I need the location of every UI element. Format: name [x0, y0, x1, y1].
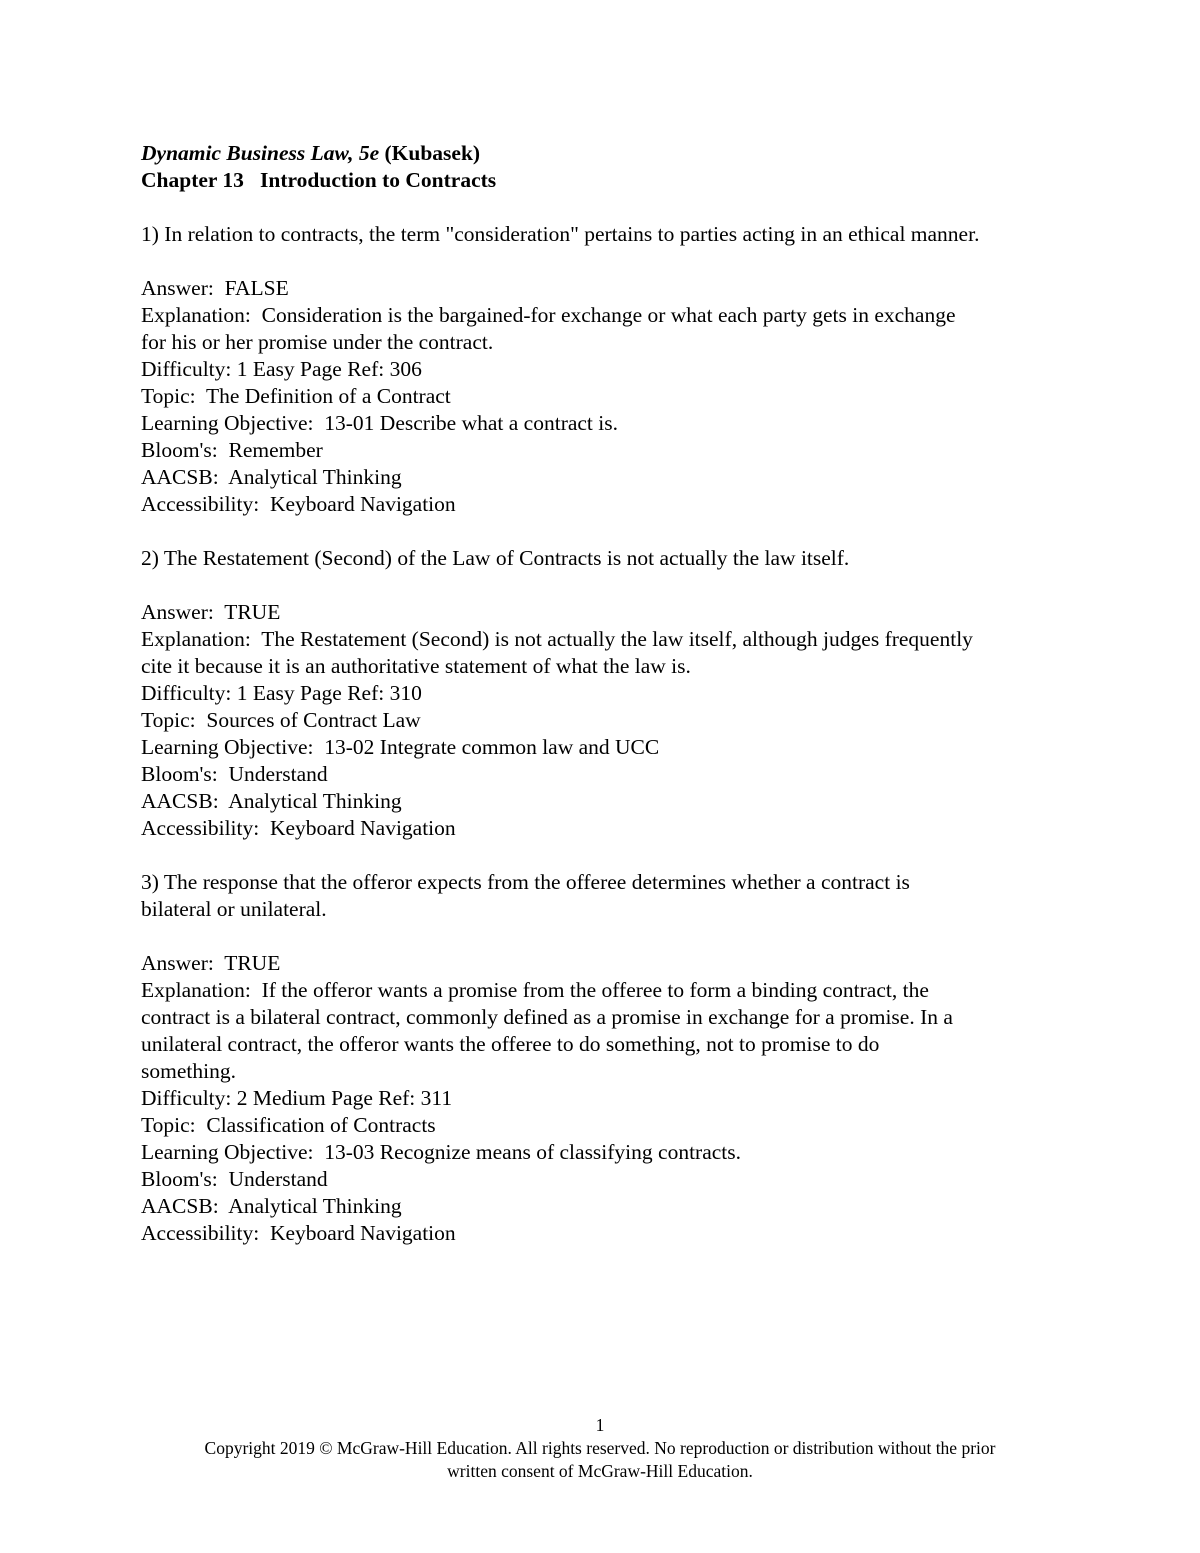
page-footer [0, 1414, 1200, 1483]
explanation-line: unilateral contract, the offeror wants the offeree to do something, not to promise to do [141, 1032, 880, 1056]
accessibility-line: Accessibility: Keyboard Navigation [141, 1221, 456, 1245]
explanation-line: contract is a bilateral contract, commonly defined as a promise in exchange for a promise. In a [141, 1005, 953, 1029]
book-author: (Kubasek) [384, 141, 481, 165]
learning-objective-line: Learning Objective: 13-02 Integrate common law and UCC [141, 735, 660, 759]
difficulty-line: Difficulty: 1 Easy Page Ref: 306 [141, 357, 422, 381]
copyright-line: written consent of McGraw-Hill Education. [447, 1461, 753, 1481]
explanation-line: Explanation: If the offeror wants a promise from the offeree to form a binding contract, the [141, 978, 929, 1002]
topic-line: Topic: Classification of Contracts [141, 1113, 436, 1137]
question-text: 1) In relation to contracts, the term "consideration" pertains to parties acting in an ethical manner. [141, 222, 980, 246]
aacsb-line: AACSB: Analytical Thinking [141, 465, 402, 489]
explanation-line: cite it because it is an authoritative statement of what the law is. [141, 654, 691, 678]
aacsb-line: AACSB: Analytical Thinking [141, 789, 402, 813]
answer-line: Answer: TRUE [141, 951, 281, 975]
accessibility-line: Accessibility: Keyboard Navigation [141, 816, 456, 840]
explanation-line: something. [141, 1059, 236, 1083]
page-number: 1 [595, 1415, 605, 1435]
accessibility-line: Accessibility: Keyboard Navigation [141, 492, 456, 516]
difficulty-line: Difficulty: 1 Easy Page Ref: 310 [141, 681, 422, 705]
blooms-line: Bloom's: Remember [141, 438, 323, 462]
difficulty-line: Difficulty: 2 Medium Page Ref: 311 [141, 1086, 453, 1110]
learning-objective-line: Learning Objective: 13-03 Recognize means of classifying contracts. [141, 1140, 742, 1164]
question-text: 3) The response that the offeror expects from the offeree determines whether a contract is [141, 870, 910, 894]
learning-objective-line: Learning Objective: 13-01 Describe what a contract is. [141, 411, 618, 435]
document-body [141, 140, 1071, 1247]
explanation-line: Explanation: Consideration is the bargained-for exchange or what each party gets in exchange [141, 303, 956, 327]
answer-line: Answer: TRUE [141, 600, 281, 624]
question-text: bilateral or unilateral. [141, 897, 327, 921]
copyright-line: Copyright 2019 © McGraw-Hill Education. All rights reserved. No reproduction or distribution without the prior [204, 1438, 996, 1458]
aacsb-line: AACSB: Analytical Thinking [141, 1194, 402, 1218]
blooms-line: Bloom's: Understand [141, 762, 328, 786]
explanation-line: Explanation: The Restatement (Second) is not actually the law itself, although judges frequently [141, 627, 973, 651]
explanation-line: for his or her promise under the contract. [141, 330, 494, 354]
blooms-line: Bloom's: Understand [141, 1167, 328, 1191]
question-block-2 [141, 545, 1071, 842]
question-block-1 [141, 221, 1071, 518]
question-block-3 [141, 869, 1071, 1247]
book-heading [141, 140, 1071, 167]
answer-line: Answer: FALSE [141, 276, 289, 300]
book-title: Dynamic Business Law, 5e [141, 141, 380, 165]
topic-line: Topic: Sources of Contract Law [141, 708, 421, 732]
question-text: 2) The Restatement (Second) of the Law of Contracts is not actually the law itself. [141, 546, 850, 570]
chapter-heading: Chapter 13 Introduction to Contracts [141, 168, 497, 192]
topic-line: Topic: The Definition of a Contract [141, 384, 451, 408]
